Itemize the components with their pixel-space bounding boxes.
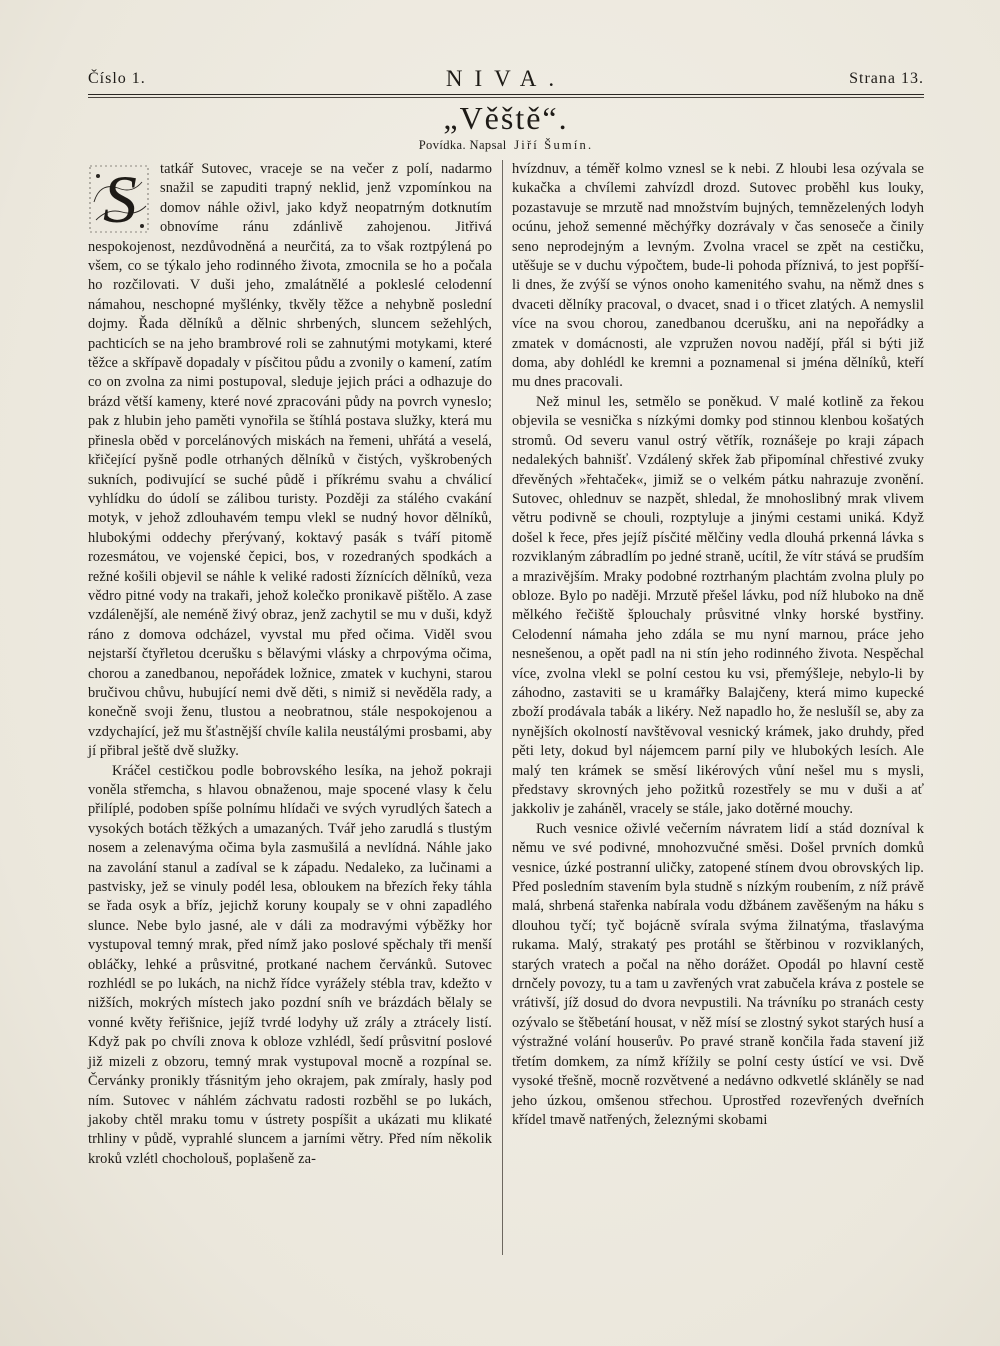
header-rule-thin xyxy=(88,97,924,98)
paragraph: Než minul les, setmělo se poněkud. V malé kotlině za řekou objevila se vesnička s nízkými domky pod stinnou klenbou košatých stromů. Od severu vanul ostrý větřík, roznášeje po kraji zápach nedalekých bahnišť. Vzdálený skřek žab připomínal chřestivé zvuky dřevěných »řehtaček«, jimiž se o velkém pátku nahrazuje zvonění. Sutovec, ohlednuv se nazpět, shledal, že mnohoslibný mrak vlivem větru podivně se chouli, rozptyluje a jinými cestami uniká. Když došel k řece, přes jejíž písčité mělčiny vedla dlouhá prkenná lávka s rozviklaným zábradlím po jedné straně, ucítil, že vítr stává se prudším a mrazivějším. Mraky podobné roztrhaným plachtám zvolna pluly po obloze. Bylo po naději. Mrzutě přešel lávku, pod níž hluboko na dně mělkého řečiště šplouchaly průsvitné vlnky horské bystřiny. Celodenní námaha jeho zdála se mu nyní marnou, práce jeho nesnešenou, a opět padl na ni stín jeho rodinného života. Nespěchal více, zvolna vlekl se polní cestou ku vsi, přemýšleje, nebylo-li by záhodno, zastaviti se u kramářky Balajčeny, která mimo kupecké zboží prodávala tabák a likéry. Než napadlo ho, že neslušíl se, aby za nynějších okolností navštěvoval vesnický krámek, jako druhdy, před pěti lety, dokud byl nájemcem parní pily ve hlubokých lesích. Ale malý ten krámek se směsí likérových vůní nešel mu s mysli, představy skrovných jeho požitků rozestřely se mu v duši a ať jakkoliv je zaháněl, vracely se stále, jako dotěrné mouchy. xyxy=(512,393,924,818)
author-name: Jiří Šumín. xyxy=(514,138,594,152)
header-rule xyxy=(88,94,924,95)
byline xyxy=(88,138,924,153)
running-head xyxy=(88,66,924,96)
left-column xyxy=(88,160,492,1258)
column-divider xyxy=(502,160,503,1255)
svg-text:S: S xyxy=(102,162,138,236)
ornate-letter-s-icon xyxy=(88,162,152,236)
page-number: Strana 13. xyxy=(849,70,924,87)
paragraph xyxy=(88,160,492,762)
article-title: „Věště“. xyxy=(443,100,569,136)
right-column xyxy=(512,160,924,1250)
paragraph: hvízdnuv, a téměř kolmo vznesl se k nebi. Z hloubi lesa ozývala se kukačka a chvílemi zahvízdl drozd. Sutovec proběhl kus louky, pozastavuje se mrzutě nad množstvím bujných, temnězelených lodyh ocúnu, jehož semenné měchýřky dozrávaly v čas senoseče a činily seno neprodejným a levným. Zvolna vracel se zpět na cestičku, utěšuje se v duchu výpočtem, bude-li pohoda příznivá, to jest popřší-li dnes, že zvýší se výnos onoho kamenitého svahu, na němž dnes s dvaceti dělníky pracoval, o dvacet, snad i o třicet zlatých. A nemyslil více na svou chorou, zanedbanou dcerušku, ani na nepořádky a zmatek v domácnosti, ale vzpružen novou nadějí, přál si býti již doma, aby dohlédl ke kremni a poznamenal si jména dělníků, kteří mu dnes pracovali. xyxy=(512,161,924,391)
paragraph-text: tatkář Sutovec, vraceje se na večer z polí, nadarmo snažil se zapuditi trapný neklid, jenž vzpomínkou na domov náhle oživl, jako když neopatrným dotknutím obnovíme ránu zdánlivě zahojenou. Jitřivá nespokojenost, nezdůvodněná a neurčitá, za to však roztpýlená po všem, co se týkalo jeho rodinného života, zmocnila se ho a počala ho rozčilovati. V duši jeho, zmalátnělé a pokleslé celodenní námahou, neschopné myšlénky, tkvěly těžce a nehybně poslední dojmy. Řada dělníků a dělnic shrbených, sluncem sežehlých, pachticích se na jeho brambrové roli se zahnutými motykami, které těžce a skřípavě dopadaly v písčitou půdu a zvonily o kamení, zatím co on zvolna za nimi postupoval, sleduje jejich práci a odhazuje do brázd větší kameny, které nové zpracováni půdy na povrch vyneslo; pak z hlubin jeho paměti vynořila se štíhlá postava služky, která mu přinesla oběd v porcelánových miskách na řemeni, uhřátá a veselá, křičející pyšně podle otrhaných dělníků v čistých, vyškrobených sukních, podivující se suché půdě i příkrému svahu a chválicí vyhlídku do údolí se zálibou turisty. Později za stálého cvakání motyk, v jehož zdlouhavém tempu vlekl se nudný hovor dělníků, hlubokými oddechy přerývaný, koktavý pasák s tváří pitomě rozesmátou, ve vojenské čepici, bos, v rozedraných spodkách a režné košili objevil se náhle k veliké radosti žíznících dělníků, veza vědro pitné vody na trakaři, jehož kolečko pronikavě pištělo. A zase vzdálenější, ale neméně živý obraz, jenž zachytil se mu v duši, když ráno z domova odcházel, vyvstal mu před očima. Viděl svou nejstarší čtyřletou dcerušku s bělavými vlásky a chrpovýma očima, chorou a zanedbanou, nepořádek ložnice, zmatek v kuchyni, starou bručivou chůvu, hubující nemi dvě děti, s nimiž si nevěděla rady, a konečně svoji ženu, tlustou a neobratnou, stále nespokojenou a vzdychající, jež mu šťastnější chvíle kalila neustálými prosbami, aby jí přibral ještě dvě služky. xyxy=(88,161,492,760)
issue-number: Číslo 1. xyxy=(88,70,146,87)
genre-label: Povídka. xyxy=(418,138,467,152)
paragraph: Kráčel cestičkou podle bobrovského lesíka, na jehož pokraji voněla střemcha, s hlavou obnaženou, maje spocené vlasy k čelu přilíplé, podoben spíše polnímu hlídači ve svých vyrudlých šatech a vysokých botách těžkých a umazaných. Tvář jeho zarudlá s tlustým nosem a zelenavýma očima byla zasmušilá a nevlídná. Náhle jako na zavolání stanul a zadíval se k západu. Nedaleko, za lučinami a pastvisky, jež se vinuly podél lesa, obloukem na březích řeky táhla se řada osyk a bříz, jejichž koruny koupaly se v ohni zapadlého slunce. Nebe bylo jasné, ale v dáli za modravými výběžky hor vystupoval temný mrak, před nímž jako poslové spěchaly tři menší obláčky, lehké a průsvitné, protkané nachem červánků. Sutovec rozhlédl se po lukách, na nichž řídce vyrážely stébla trav, kdežto v nižších, mokrých místech jako pozdní sníh ve brázdách bělaly se vonné květy řeřišnice, jejíž tvrdé lodyhy už zrály a ztrácely listí. Když pak po chvíli znova k obloze vzhlédl, šedí průsvitní poslové již mizeli z obzoru, temný mrak vystupoval mocně a rozpínal se. Červánky pronikly třásnitým jeho okrajem, pak zmíraly, hasly pod ním. Sutovec v náhlém záchvatu radosti rozběhl se po lukách, jakoby chtěl mraku tomu v ústrety pospíšit a ukázati mu klikaté trhliny v půdě, vyprahlé sluncem a jarními větry. Před ním několik kroků vzlétl chocholouš, poplašeně za- xyxy=(88,762,492,1167)
journal-title: NIVA. xyxy=(445,66,567,91)
paragraph: Ruch vesnice oživlé večerním návratem lidí a stád dozníval k němu ve své podivné, mnohozvučné směsi. Došel prvních domků vesnice, úzké postranní uličky, zatopené stínem dvou obrovských lip. Před posledním stavením byla studně s nízkým roubením, z níž právě malá, shrbená stařenka nabírala vodu džbánem zavěšeným na háku s dlouhou tyčí; tyč bojácně svírala svýma žilnatýma, třaslavýma rukama. Malý, strakatý pes protáhl se štěrbinou v rozviklaných, starých vratech a počal na něho dorážet. Opodál po hlavní cestě drnčely povozy, tu a tam u zavřených vrat zabučela kráva z postele se vrátivší, jíž dosud do dvora nevpustili. Na trávníku po stranách cesty ozývalo se štěbetání housat, v něž mísí se zlostný sykot starých husí a výstražné volání houserův. Po pravé straně končila řada stavení již třetím domkem, za nímž křížily se polní cesty ústící ve vsi. Dvě vysoké třešně, mocně rozvětvené a nedávno odkvetlé skláněly se nad jeho úzkou, omšenou střechou. Uprostřed rozevřených dveřních křídel tmavě natřených, železnými skobami xyxy=(512,820,924,1128)
author-prefix: Napsal xyxy=(469,138,507,152)
